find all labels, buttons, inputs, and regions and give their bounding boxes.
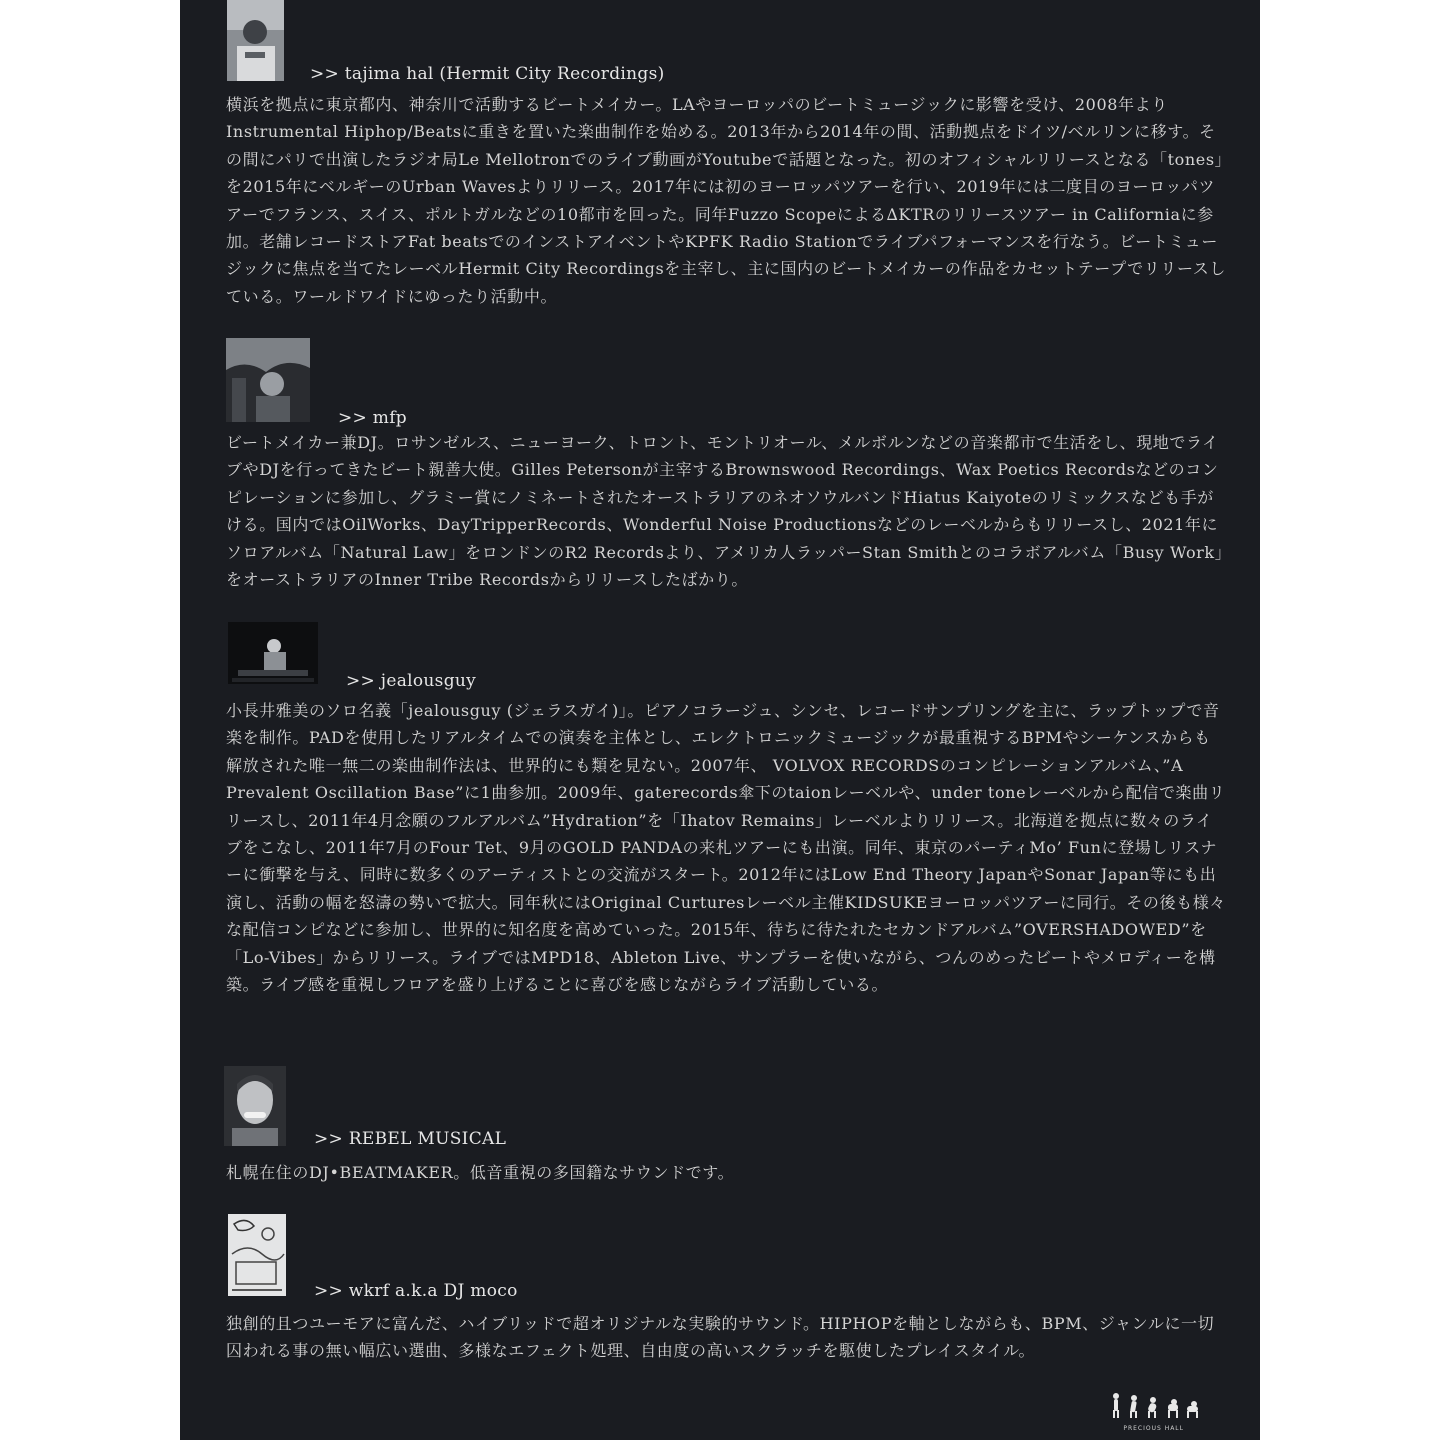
portrait-icon (226, 338, 310, 422)
artist-jealousguy (226, 622, 1226, 1032)
artist-photo (224, 1066, 286, 1146)
artist-photo (226, 338, 310, 422)
artist-name: >> mfp (338, 408, 407, 428)
artist-photo (228, 622, 318, 684)
evolution-logo-icon (1108, 1392, 1204, 1422)
artist-name: >> jealousguy (346, 671, 477, 691)
artist-name: >> REBEL MUSICAL (314, 1129, 507, 1149)
artist-bio: 独創的且つユーモアに富んだ、ハイブリッドで超オリジナルな実験的サウンド。HIPHOPを軸としながらも、BPM、ジャンルに一切囚われる事の無い幅広い選曲、多様なエフェクト処理、自由度の高いスクラッチを駆使したプレイスタイル。 (226, 1314, 1215, 1361)
logo-text: PRECIOUS HALL (1123, 1425, 1184, 1432)
artist-name: >> tajima hal (Hermit City Recordings) (310, 64, 665, 84)
artist-bio: 札幌在住のDJ•BEATMAKER。低音重視の多国籍なサウンドです。 (226, 1163, 735, 1182)
artist-photo (228, 1214, 286, 1296)
artist-name: >> wkrf a.k.a DJ moco (314, 1281, 518, 1301)
artist-wkrf (226, 1214, 1226, 1384)
illustration-icon (228, 1214, 286, 1296)
artist-photo (227, 0, 284, 81)
artist-rebel-musical (226, 1066, 1226, 1196)
portrait-icon (228, 622, 318, 684)
artist-bio: ビートメイカー兼DJ。ロサンゼルス、ニューヨーク、トロント、モントリオール、メルボルンなどの音楽都市で生活をし、現地でライブやDJを行ってきたビート親善大使。Gilles Petersonが主宰するBrownswood Recordings、Wax Poetics Recordsなどのコンピレーションに参加し、グラミー賞にノミネートされたオーストラリアのネオソウルバンドHiatus Kaiyoteのリミックスなども手がける。国内ではOilWorks、DayTripperRecords、Wonderful Noise Productionsなどのレーベルからもリリースし、2021年にソロアルバム「Natural Law」をロンドンのR2 Recordsより、アメリカ人ラッパーStan Smithとのコラボアルバム「Busy Work」をオーストラリアのInner Tribe Recordsからリリースしたばかり。 (226, 433, 1224, 590)
artist-tajima-hal (226, 0, 1226, 320)
artist-bio: 小長井雅美のソロ名義「jealousguy (ジェラスガイ)」。ピアノコラージュ、シンセ、レコードサンプリングを主に、ラップトップで音楽を制作。PADを使用したリアルタイムでの演奏を主体とし、エレクトロニックミュージックが最重視するBPMやシーケンスからも解放された唯一無二の楽曲制作法は、世界的にも類を見ない。2007年、 VOLVOX RECORDSのコンピレーションアルバム、”A Prevalent Oscillation Base”に1曲参加。2009年、gaterecords傘下のtaionレーベルや、under toneレーベルから配信で楽曲リリースし、2011年4月念願のフルアルバム”Hydration”を「Ihatov Remains」レーベルよりリリース。北海道を拠点に数々のライブをこなし、2011年7月のFour Tet、9月のGOLD PANDAの来札ツアーにも出演。同年、東京のパーティMo’ Funに登場しリスナーに衝撃を与え、同時に数多くのアーティストとの交流がスタート。2012年にはLow End Theory JapanやSonar Japan等にも出演し、活動の幅を怒濤の勢いで拡大。同年秋にはOriginal Curturesレーベル主催KIDSUKEヨーロッパツアーに同行。その後も様々な配信コンピなどに参加し、世界的に知名度を高めていった。2015年、待ちに待たれたセカンドアルバム”OVERSHADOWED”を「Lo-Vibes」からリリース。ライブではMPD18、Ableton Live、サンプラーを使いながら、つんのめったビートやメロディーを構築。ライブ感を重視しフロアを盛り上げることに喜びを感じながらライブ活動している。 (226, 701, 1226, 995)
artist-mfp (226, 338, 1226, 598)
artist-bio: 横浜を拠点に東京都内、神奈川で活動するビートメイカー。LAやヨーロッパのビートミュージックに影響を受け、2008年よりInstrumental Hiphop/Beatsに重きを置いた楽曲制作を始める。2013年から2014年の間、活動拠点をドイツ/ベルリンに移す。その間にパリで出演したラジオ局Le Mellotronでのライブ動画がYoutubeで話題となった。初のオフィシャルリリースとなる「tones」を2015年にベルギーのUrban Wavesよりリリース。2017年には初のヨーロッパツアーを行い、2019年には二度目のヨーロッパツアーでフランス、スイス、ポルトガルなどの10都市を回った。同年Fuzzo Scopeによる∆KTRのリリースツアー in Californiaに参加。老舗レコードストアFat beatsでのインストアイベントやKPFK Radio Stationでライブパフォーマンスを行なう。ビートミュージックに焦点を当てたレーベルHermit City Recordingsを主宰し、主に国内のビートメイカーの作品をカセットテープでリリースしている。ワールドワイドにゆったり活動中。 (226, 95, 1226, 306)
portrait-icon (224, 1066, 286, 1146)
flyer-panel (180, 0, 1260, 1440)
portrait-icon (227, 0, 284, 81)
